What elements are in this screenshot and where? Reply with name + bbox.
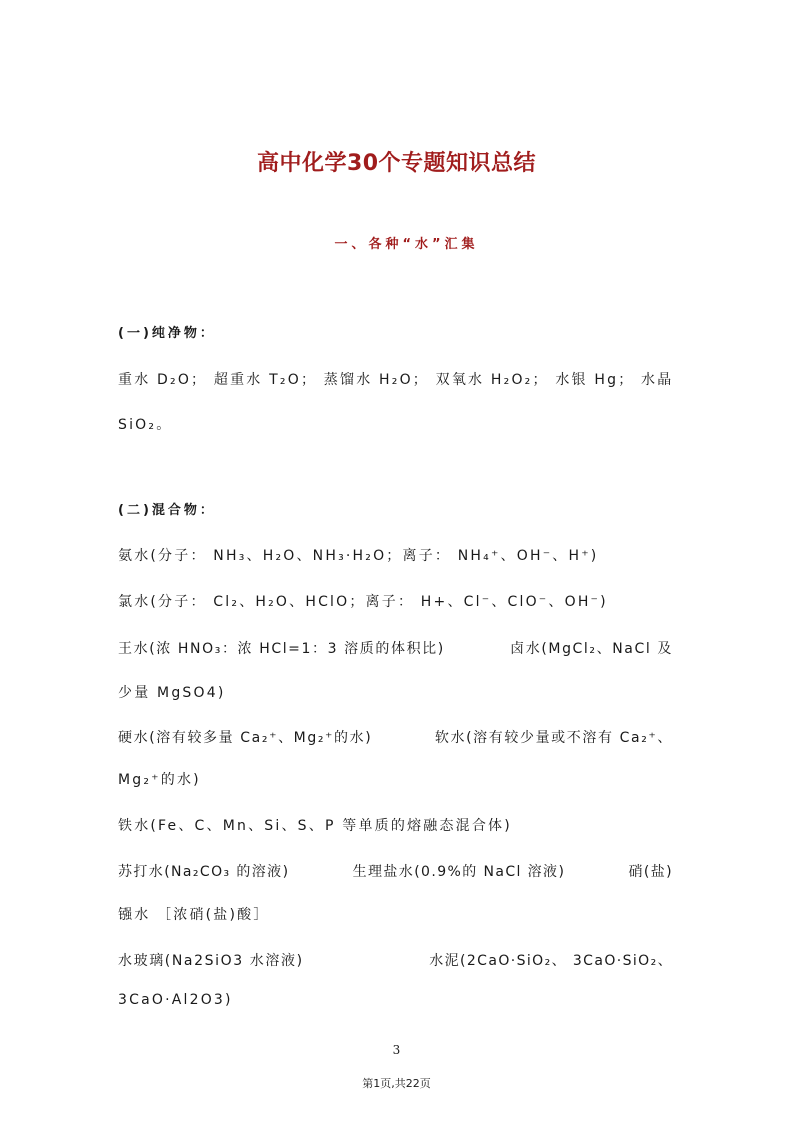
water-glass-cement-line (118, 950, 673, 970)
nitric-acid-water-continuation: 镪水 ［浓硝(盐)酸］ (118, 907, 270, 923)
molten-iron-line: 铁水(Fe、C、Mn、Si、S、P 等单质的熔融态混合体) (118, 818, 512, 834)
cement-text: 水泥(2CaO·SiO₂、 3CaO·SiO₂、 (429, 953, 673, 969)
brine-text: 卤水(MgCl₂、NaCl 及 (510, 641, 673, 657)
nitric-acid-water-text: 硝(盐) (628, 864, 673, 880)
subheading-mixtures: (二)混合物： (118, 503, 216, 518)
document-title: 高中化学30个专题知识总结 (256, 151, 537, 176)
soda-saline-line (118, 861, 673, 881)
subheading-pure-substances: (一)纯净物： (118, 326, 216, 341)
pure-substances-line-2: SiO₂。 (118, 417, 173, 433)
aqua-regia-text: 王水(浓 HNO₃：浓 HCl=1：3 溶质的体积比) (118, 641, 445, 657)
page-footer: 第1页,共22页 (362, 1077, 431, 1090)
aqua-regia-brine-line (118, 638, 673, 658)
saline-text: 生理盐水(0.9%的 NaCl 溶液) (352, 864, 566, 880)
water-glass-text: 水玻璃(Na2SiO3 水溶液) (118, 953, 304, 969)
soft-water-text: 软水(溶有较少量或不溶有 Ca₂⁺、 (434, 730, 673, 746)
page-number: 3 (392, 1043, 401, 1057)
soda-water-text: 苏打水(Na₂CO₃ 的溶液) (118, 864, 290, 880)
soft-water-continuation: Mg₂⁺的水) (118, 772, 201, 788)
hard-soft-water-line (118, 727, 673, 747)
pure-substances-line-1: 重水 D₂O； 超重水 T₂O； 蒸馏水 H₂O； 双氧水 H₂O₂； 水银 Hg； 水晶 (118, 372, 674, 388)
section-heading-water: 一、各种“水”汇集 (334, 237, 479, 252)
cement-continuation: 3CaO·Al2O3) (118, 992, 233, 1008)
ammonia-water-line: 氨水(分子： NH₃、H₂O、NH₃·H₂O；离子： NH₄⁺、OH⁻、H⁺) (118, 548, 599, 564)
chlorine-water-line: 氯水(分子： Cl₂、H₂O、HClO；离子： H+、Cl⁻、ClO⁻、OH⁻) (118, 594, 608, 610)
hard-water-text: 硬水(溶有较多量 Ca₂⁺、Mg₂⁺的水) (118, 730, 373, 746)
brine-continuation: 少量 MgSO4) (118, 685, 226, 701)
